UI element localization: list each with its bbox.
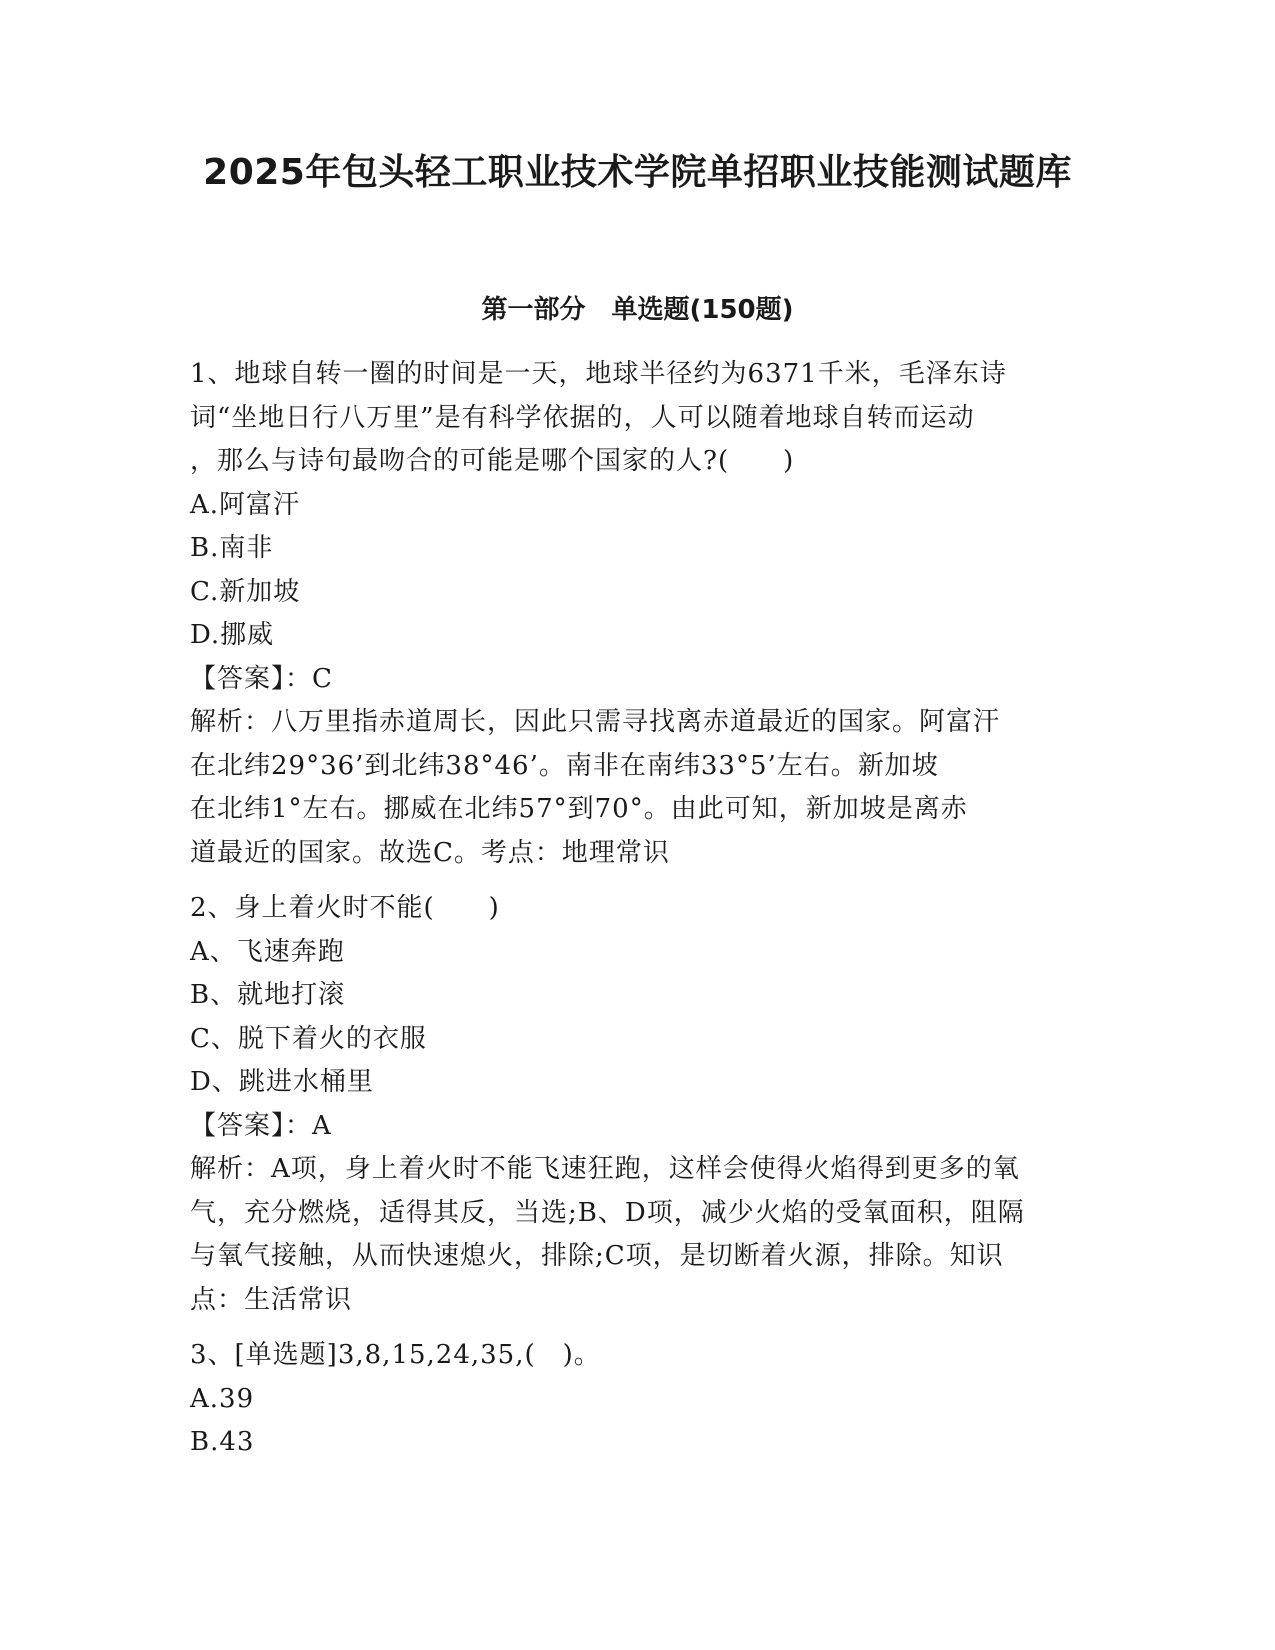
option-b: B、就地打滚 <box>190 980 346 1010</box>
analysis-line: 道最近的国家。故选C。考点：地理常识 <box>190 837 670 868</box>
option-b: B.43 <box>190 1427 255 1457</box>
document-title: 2025年包头轻工职业技术学院单招职业技能测试题库 <box>203 152 1072 193</box>
option-b: B.南非 <box>190 533 274 563</box>
analysis-line: 在北纬29°36’到北纬38°46’。南非在南纬33°5’左右。新加坡 <box>190 750 939 781</box>
analysis-line: 在北纬1°左右。挪威在北纬57°到70°。由此可知，新加坡是离赤 <box>190 794 968 824</box>
answer: 【答案】：A <box>190 1110 332 1141</box>
question-stem-line: 2、身上着火时不能( ) <box>190 893 500 923</box>
analysis-line: 与氧气接触，从而快速熄火，排除;C项，是切断着火源，排除。知识 <box>190 1241 1004 1271</box>
question-2 <box>190 887 1090 1322</box>
question-stem-line: ，那么与诗句最吻合的可能是哪个国家的人?( ) <box>190 446 795 476</box>
analysis-line: 解析：A项，身上着火时不能飞速狂跑，这样会使得火焰得到更多的氧 <box>190 1154 1020 1184</box>
question-stem-line: 3、[单选题]3,8,15,24,35,( )。 <box>190 1340 601 1370</box>
question-3 <box>190 1334 1090 1465</box>
option-a: A、飞速奔跑 <box>190 936 345 967</box>
option-a: A.阿富汗 <box>190 489 301 520</box>
question-stem-line: 词“坐地日行八万里”是有科学依据的，人可以随着地球自转而运动 <box>190 402 975 433</box>
option-c: C、脱下着火的衣服 <box>190 1023 427 1054</box>
option-c: C.新加坡 <box>190 576 301 607</box>
analysis-line: 气，充分燃烧，适得其反，当选;B、D项，减少火焰的受氧面积，阻隔 <box>190 1197 1025 1228</box>
option-a: A.39 <box>190 1383 255 1414</box>
analysis-line: 解析：八万里指赤道周长，因此只需寻找离赤道最近的国家。阿富汗 <box>190 707 1001 737</box>
option-d: D.挪威 <box>190 620 275 650</box>
analysis-line: 点：生活常识 <box>190 1284 353 1315</box>
question-list <box>190 353 1090 1477</box>
answer: 【答案】：C <box>190 663 333 694</box>
section-title: 第一部分 单选题(150题) <box>481 295 794 325</box>
option-d: D、跳进水桶里 <box>190 1067 374 1097</box>
question-1 <box>190 353 1090 875</box>
question-stem-line: 1、地球自转一圈的时间是一天，地球半径约为6371千米，毛泽东诗 <box>190 359 1007 389</box>
